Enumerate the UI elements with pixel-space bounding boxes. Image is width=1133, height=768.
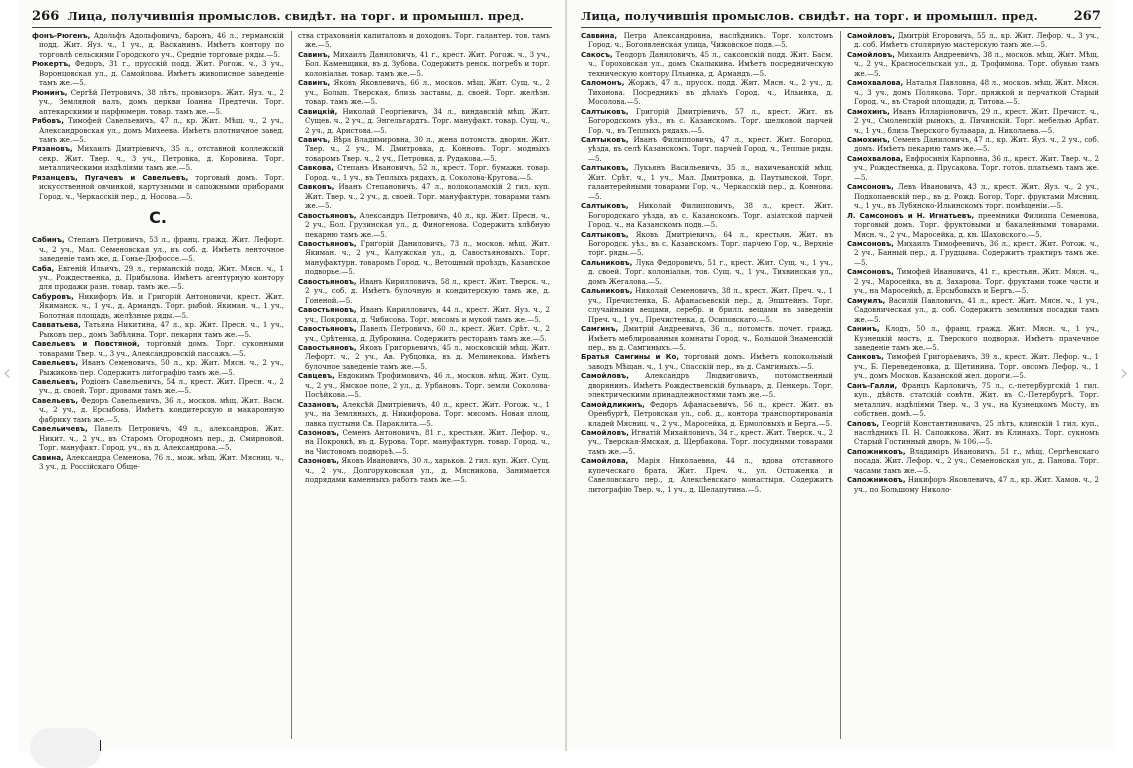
entry-name: фонъ-Рюгенъ, <box>32 31 91 40</box>
directory-entry <box>847 447 1099 475</box>
entry-text: Степанъ Петровичъ, 53 л., франц. гражд. Жит. Лефорт. ч., 2 уч., Мал. Семеновская ул., въ соб. д. Имѣетъ ленточное заведенiе тамъ же, д. Гонье-Дюфоссе.—5. <box>39 235 284 264</box>
entry-text: Францъ Карловичъ, 75 л., с.-петербургскiй 1 гил. куп., дѣйств. статскiй совѣтн. Жит. въ С.-Петербургѣ. Торг. металлич. издѣлiями Твер. ч., 3 уч., на Кузнецкомъ Мосту, въ собствен. домѣ.—5. <box>854 380 1099 419</box>
entry-text: Яковъ Дмитрiевичъ, 64 л., крестьян. Жит. въ Богородск. уѣз., въ с. Казанскомъ. Торг. парчею Гор. ч., Верхнiе торг. ряды.—5. <box>588 229 833 258</box>
entry-text: Никифоръ Яковлевичъ, 47 л., кр. Жит. Хамов. ч., 2 уч., по Большому Николо- <box>854 475 1099 494</box>
entry-text: Иванъ Кирилловичъ, 58 л., крест. Жит. Тверск. ч., 2 уч., соб. д. Имѣетъ булочную и кондитерскую тамъ же, д. Гоненой.—5. <box>305 276 550 305</box>
directory-entry <box>581 201 833 229</box>
next-page-arrow-icon[interactable]: › <box>1119 361 1129 386</box>
entry-name: Самойдликинъ, <box>581 399 645 409</box>
directory-entry <box>32 31 284 59</box>
entry-name: Савковъ, <box>298 182 335 192</box>
entry-text: Алексѣй Дмитрiевичъ, 40 л., крест. Жит. Рогож. ч., 1 уч., на Земляныхъ, д. Никифорова. Торг. мясомъ. Новая площ. лавка пустыни Св. Параклита.—5. <box>305 399 550 428</box>
directory-entry <box>298 456 550 484</box>
entry-text: Левъ Ивановичъ, 43 л., крест. Жит. Яуз. ч., 2 уч., Подкопаевскiй пер., въ д. Рожд. Богор. Торг. фруктами Мясниц. ч., 1 уч., въ Лубянско-Ильинскомъ торг. помѣщенiи.—5. <box>854 182 1099 211</box>
directory-entry <box>32 377 284 396</box>
header-title: Лица, получившiя промыслов. свидѣт. на торг. и промышл. пред. <box>581 9 1038 23</box>
book-spread <box>18 0 1115 751</box>
entry-text: Степанъ Ивановичъ, 52 л., крест. Торг. бумажн. товар. Город. ч., 1 уч., въ Теплыхъ рядахъ, д. Соколова-Кругова.—5. <box>305 163 550 182</box>
directory-entry <box>298 428 550 456</box>
directory-entry <box>32 88 284 116</box>
entry-name: Самойловъ, <box>847 31 895 40</box>
entry-name: Сабуровъ, <box>32 291 74 301</box>
directory-entry <box>32 116 284 144</box>
page-left <box>18 0 566 751</box>
directory-entry <box>581 258 833 286</box>
entry-name: Сальниковъ, <box>581 257 633 267</box>
entry-name: Самсоновъ, <box>847 182 894 192</box>
directory-entry <box>581 135 833 163</box>
directory-entry <box>581 324 833 352</box>
header-rule <box>581 27 1101 28</box>
directory-entry <box>847 154 1099 182</box>
entry-name: Самуилъ, <box>847 295 886 305</box>
entry-text: Дмитрiй Андреевичъ, 36 л., потомств. почет. гражд. Имѣетъ меблированныя комнаты Город. ч., Большой Знаменскiй пер., въ д. Самгиныхъ.—5. <box>588 324 833 352</box>
entry-name: Сазоновъ, <box>298 456 340 466</box>
directory-entry <box>847 182 1099 210</box>
entry-text: торговый домъ. Торг. искусственной овчинкой, картузными и сапожными приборами Город. ч., Черкасскiй пер., д. Носова.—5. <box>39 172 284 201</box>
directory-entry <box>32 358 284 377</box>
directory-entry <box>32 320 284 339</box>
directory-entry <box>298 50 550 78</box>
entry-name: Сакосъ, <box>581 49 613 59</box>
entry-name: Сапожниковъ, <box>847 475 906 485</box>
entry-text: Яковъ Ивановичъ, 30 л., харьков. 2 гил. куп. Жит. Сущ. ч., 2 уч., Долгоруковская ул., д. Мясникова. Занимается подрядами каменныхъ работъ тамъ же.—5. <box>305 456 550 485</box>
entry-name: Савинъ, <box>298 49 331 59</box>
entry-name: Рязанцевъ, Пугачевъ и Савельевъ, <box>32 172 189 182</box>
running-header <box>32 6 552 26</box>
entry-text: Евфросинiя Карповна, 36 л., крест. Жит. Твер. ч., 2 уч., Рождественка, д. Прусакова. Торг. готов. платьемъ тамъ же.—5. <box>854 153 1099 182</box>
directory-entry <box>847 352 1099 380</box>
entry-text: Евгенiй Ильичъ, 29 л., германскiй подд. Жит. Мясн. ч., 1 уч., Рождественка, д. Прибылова. Имѣетъ агентурную контору для продажи разн. товар. тамъ же.—5. <box>39 263 284 292</box>
directory-entry <box>847 475 1099 494</box>
entry-name: Савостьяновъ, <box>298 238 357 248</box>
entry-name: Саввина, <box>581 31 618 40</box>
entry-name: Самохинъ, <box>847 106 890 116</box>
entry-name: Савостьяновъ, <box>298 305 357 315</box>
overlay-bubble <box>30 728 102 768</box>
entry-text: Владимiръ Ивановичъ, 51 г., мѣщ. Сергѣевскаго посада. Жит. Лефор. ч., 2 уч., Семеновская ул., д. Панова. Торг. часами тамъ же.—5. <box>854 446 1099 475</box>
directory-entry <box>847 239 1099 267</box>
directory-entry <box>298 182 550 210</box>
entry-text: ства страхованiя капиталовъ и доходовъ. Торг. галантер. тов. тамъ же.—5. <box>298 31 550 50</box>
directory-entry <box>32 453 284 472</box>
directory-entry <box>847 296 1099 324</box>
entry-text: Тимофей Савельевичъ, 47 л., кр. Жит. Мѣщ. ч., 2 уч., Александровская ул., домъ Михеева. Имѣетъ плотничное завед. тамъ же.—5. <box>39 116 284 144</box>
directory-entry <box>847 211 1099 239</box>
directory-entry <box>298 163 550 182</box>
entry-text: Игнатiй Михайловичъ, 34 г., крест. Жит. Тверск. ч., 2 уч., Тверская-Ямская, д. Щербакова. Торг. посудными товарами тамъ же.—5. <box>588 428 833 456</box>
directory-entry <box>298 211 550 239</box>
entry-text: Василiй Павловичъ, 41 л., крест. Жит. Мясн. ч., 1 уч., Садовническая ул., д. соб. Содержитъ земляныя посадки тамъ же.—5. <box>854 295 1099 324</box>
entry-name: Савинъ, <box>298 78 331 88</box>
entry-name: Савицкiй, <box>298 106 338 116</box>
entry-text: Иванъ Степановичъ, 47 л., волоколамскiй 2 гил. куп. Жит. Твер. ч., 2 уч., д. своей. Торг. мануфактурн. товарами тамъ же.—5. <box>305 182 550 211</box>
header-title: Лица, получившiя промыслов. свидѣт. на торг. и промышл. пред. <box>67 9 525 23</box>
directory-entry <box>298 31 550 50</box>
directory-entry <box>847 135 1099 154</box>
text-cursor-icon <box>100 740 101 751</box>
entry-name: Рязановъ, <box>32 144 73 154</box>
entry-text: Михаилъ Андреевичъ, 38 л., москов. мѣщ. Жит. Мѣщ. ч., 2 уч., Красносельская ул., д. Трофимова. Торг. обувью тамъ же.—5. <box>854 49 1099 78</box>
directory-entry <box>581 78 833 106</box>
entry-name: Сазоновъ, <box>298 428 340 438</box>
entry-name: Савватьева, <box>32 320 81 330</box>
page-number: 266 <box>32 8 60 24</box>
entry-text: торговый домъ. Торг. суконными товарами Твер. ч., 3 уч., Александровскiй пассажъ.—5. <box>39 339 284 358</box>
prev-page-arrow-icon[interactable]: ‹ <box>2 361 12 386</box>
directory-entry <box>581 400 833 428</box>
entry-text: преемники Филиппа Семенова, торговый домъ. Торг. фруктовыми и бакалейными товарами. Мясн. ч., 2 уч., Маросейка, д. кн. Шаховского.—5. <box>854 210 1099 239</box>
directory-entry <box>581 352 833 371</box>
directory-entry <box>32 292 284 320</box>
entry-name: Сазановъ, <box>298 399 339 409</box>
directory-entry <box>847 419 1099 447</box>
entry-name: Рябовъ, <box>32 116 64 126</box>
entry-text: Николай Филипповичъ, 38 л., крест. Жит. Богородскаго уѣзда, въ с. Казанскомъ. Торг. азiатской парчей Город. ч., на Казанскомъ подв.—5. <box>588 201 833 230</box>
directory-entry <box>581 31 833 50</box>
entry-name: Салтыковъ, <box>581 229 629 239</box>
section-letter: С. <box>149 208 167 228</box>
entry-name: Рюкертъ, <box>32 59 71 69</box>
entry-text: Семенъ Антоновичъ, 81 г., крестьян. Жит. Лефор. ч., на Покровкѣ, въ д. Бурова. Торг. мануфактурн. товар. Город. ч., на Чистовомъ подворьѣ.—5. <box>305 428 550 456</box>
entry-text: Лука Федоровичъ, 51 г., крест. Жит. Сущ. ч., 1 уч., д. своей. Торг. колонiальн. тов. Сущ. ч., 1 уч., Тихвинская ул., домъ Жегалова.—5. <box>588 257 833 286</box>
directory-entry <box>298 107 550 135</box>
entry-text: Никифоръ Ив. и Григорiй Антоновичи, крест. Жит. Якиманск. ч., 1 уч., д. Армандъ. Торг. рыбой. Якиман. ч., 1 уч., Болотная площадь, желѣзные ряды.—5. <box>39 291 284 320</box>
entry-name: Сальниковъ, <box>581 286 633 296</box>
entry-name: Салтыковъ, <box>581 163 629 173</box>
directory-entry <box>847 107 1099 135</box>
page-number: 267 <box>1073 8 1101 24</box>
entry-name: Савельевъ и Повстяной, <box>32 339 140 349</box>
directory-entry <box>581 107 833 135</box>
entry-text: Николай Семеновичъ, 38 л., крест. Жит. Преч. ч., 1 уч., Пречистенка, Б. Афанасьевскiй пер., д. Эпштейнъ. Торг. случайными вещами, серебр. и брилл. вещами въ заведенiи Преч. ч., 1 уч., Пречистенка, д. Осиповскаго.—5. <box>588 286 833 324</box>
entry-name: Самойловъ, <box>581 371 629 381</box>
entry-text: Теодоръ Даниловичъ, 45 л., саксонскiй подд. Жит. Басм. ч., Гороховская ул., домъ Скалыкина. Имѣетъ посредническую техническую контору Пльинка, д. Армандъ.—5. <box>588 49 833 78</box>
entry-text: Иванъ Семеновичъ, 50 л., кр. Жит. Мясн. ч., 2 уч., Рыжиковъ пер. Содержитъ литографiю тамъ же.—5. <box>39 358 284 377</box>
entry-text: Клодъ, 50 л., франц. гражд. Жит. Мясн. ч., 1 уч., Кузнецкiй мостъ, д. Тверского подворья. Имѣетъ прачечное заведенiе тамъ же.—5. <box>854 324 1099 352</box>
directory-entry <box>32 424 284 452</box>
entry-name: Салтыковъ, <box>581 201 629 211</box>
directory-entry <box>847 324 1099 352</box>
directory-entry <box>581 456 833 494</box>
directory-entry <box>298 305 550 324</box>
directory-entry <box>298 343 550 371</box>
entry-text: Михаилъ Даниловичъ, 41 г., крест. Жит. Рогож. ч., 3 уч., Бол. Каменщики, въ д. Зубова. Содержитъ ренск. погребъ и торг. колонiальн. товар. тамъ же.—5. <box>305 49 550 78</box>
directory-entry <box>32 173 284 201</box>
directory-entry <box>847 78 1099 106</box>
entry-text: Родiонъ Савельевичъ, 54 л., крест. Жит. Пресн. ч., 2 уч., д. своей. Торг. дровами тамъ же.—5. <box>39 376 284 396</box>
entry-text: Александръ Людвиговичъ, потомственный дворянинъ. Имѣетъ Рождественскiй бульваръ, д. Пенкерь. Торг. электрическими принадлежностями тамъ же.—5. <box>588 371 833 400</box>
directory-entry <box>847 381 1099 419</box>
entry-name: Савкова, <box>298 163 334 173</box>
entry-text: Александра Семенова, 76 л., мож. мѣщ. Жит. Мясниц. ч., 3 уч., д. Россiйскаго Обще- <box>39 452 284 472</box>
directory-entry <box>847 267 1099 295</box>
entry-name: Братья Самгины и Ко, <box>581 352 680 362</box>
entry-text: Георгiй Константиновичъ, 25 лѣтъ, клинскiй 1 гил. куп., наслѣдникъ П. Н. Сапожкова. Жит. въ Клинахъ. Торг. сукномъ Старый Гостинный дворъ, № 106.—5. <box>854 418 1099 447</box>
entry-name: Самсоновъ, <box>847 267 894 277</box>
entry-name: Саломонъ, <box>581 78 625 88</box>
directory-entry <box>581 163 833 201</box>
directory-entry <box>32 264 284 292</box>
entry-name: Самохвалова, <box>847 153 904 163</box>
directory-entry <box>298 324 550 343</box>
directory-entry <box>847 31 1099 50</box>
entry-text: Адольфъ Адольфовичъ, баронъ, 46 л., германскiй подд. Жит. Яуз. ч., 1 уч., д. Васканинъ. Имѣетъ контору по торговлѣ сельскими Городского уч., Среднiе торговые ряды.—5. <box>39 31 284 59</box>
entry-text: Федоръ Афанасьевичъ, 56 л., крест. Жит. въ Оренбургѣ, Петровская ул., соб. д., контора транспортированiя кладей Мясниц. ч., 2 уч., Маросейка, д. Ермоловыхъ и Берга.—5. <box>588 399 833 428</box>
entry-name: Савельичевъ, <box>32 424 88 434</box>
entry-text: Вѣра Владимировна, 30 л., жена потомств. дворян. Жит. Твер. ч., 2 уч., М. Дмитровка, д. Конновъ. Торг. модныхъ товаромъ Твер. ч., 2 уч., Петровка, д. Рудакова.—5. <box>305 134 550 163</box>
directory-entry <box>298 78 550 106</box>
entry-name: Саповъ, <box>847 418 880 428</box>
directory-entry <box>32 396 284 424</box>
directory-entry <box>32 59 284 87</box>
entry-text: Наталья Павловна, 48 л., москов. мѣщ. Жит. Мясн. ч., 3 уч., домъ Полякова. Торг. пряжкой и перчаткой Старый Город. ч., въ Старой площади, д. Титова.—5. <box>854 78 1099 107</box>
entry-name: Санъ-Галли, <box>847 380 898 390</box>
entry-name: Савостьяновъ, <box>298 276 357 286</box>
column <box>581 31 833 739</box>
entry-name: Савельевъ, <box>32 358 78 368</box>
entry-text: Яковъ Яковлевичъ, 66 л., москов. мѣщ. Жит. Сущ. ч., 2 уч., Болып. Тверская, близь заставы, д. своей. Торг. желѣзн. товар. тамъ же.—5. <box>305 78 550 107</box>
entry-name: Савельевъ, <box>32 376 78 386</box>
entry-name: Савельевъ, <box>32 395 78 405</box>
entry-name: Салтыковъ, <box>581 134 629 144</box>
entry-name: Самойлова, <box>581 456 629 466</box>
directory-entry <box>298 135 550 163</box>
entry-name: Сапожниковъ, <box>847 446 906 456</box>
entry-name: Санинъ, <box>847 324 880 334</box>
entry-name: Салтыковъ, <box>581 106 629 116</box>
directory-entry <box>581 50 833 78</box>
entry-text: Дмитрiй Егоровичъ, 55 л., кр. Жит. Лефор. ч., 3 уч., д. соб. Имѣетъ столярную мастерскую тамъ же.—5. <box>854 31 1099 50</box>
entry-text: Татьяна Никитина, 47 л., кр. Жит. Пресн. ч., 1 уч., Рыковъ пер., домъ Забѣлина. Торг. пекарня тамъ же.—5. <box>39 320 284 339</box>
entry-name: Савичъ, <box>298 134 331 144</box>
entry-text: торговый домъ. Имѣетъ колокольный заводъ Мѣщан. ч., 1 уч., Спасскiй пер., въ д. Самгиныхъ.—5. <box>588 352 833 371</box>
directory-entry <box>32 144 284 172</box>
entry-name: Рюминъ, <box>32 87 68 97</box>
header-rule <box>32 27 552 28</box>
directory-entry <box>847 50 1099 78</box>
entry-text: Федоръ, 31 г., прусскiй подд. Жит. Рогож. ч., 3 уч., Воронцовская ул., д. Самойлова. Имѣетъ живописное заведенiе тамъ же.—5. <box>39 59 284 88</box>
entry-text: Григорiй Дмитрiевичъ, 57 л., крест. Жит. въ Богородскомъ уѣз., въ с. Казанскомъ. Торг. шелковой парчей Гор. ч., въ Теплыхъ рядахъ.—5. <box>588 106 833 135</box>
column <box>847 31 1099 739</box>
entry-text: Павелъ Петровичъ, 49 л., александров. Жит. Никит. ч., 2 уч., въ Старомъ Огородномъ пер., д. Смирновой. Торг. мануфакт. Город. уч., въ д. Александрова.—5. <box>39 424 284 453</box>
column-divider <box>291 31 292 739</box>
entry-name: Самохинъ, <box>847 134 890 144</box>
entry-name: Самойловъ, <box>581 428 629 438</box>
entry-name: Л. Самсоновъ и Н. Игнатьевъ, <box>847 210 975 220</box>
page-right <box>567 0 1115 751</box>
directory-entry <box>581 428 833 456</box>
entry-name: Савина, <box>32 452 64 462</box>
entry-text: Лукьянъ Васильевичъ, 35 л., нахичеванскiй мѣщ. Жит. Срѣт. ч., 1 уч., Мал. Дмитровка, д. Паутынской. Торг. галантерейными товарами Гор. ч., Черкасскiй пер., д. Коннова.—5. <box>588 163 833 201</box>
column <box>298 31 550 739</box>
entry-text: Тимофей Ивановичъ, 41 г., крестьян. Жит. Мясн. ч., 2 уч., Маросейка, въ д. Захарова. Торг. фруктами тоже части и уч., на Маросейкѣ, д. Ерсыбовыхъ и Бергъ.—5. <box>854 267 1099 296</box>
directory-entry <box>298 371 550 399</box>
entry-text: Николай Георгiевичъ, 34 л., виндавскiй мѣщ. Жит. Сущев. ч., 2 уч., д. Энгельгардтъ. Торг. мануфакт. товар. Сущ. ч., 2 уч., д. Аристова.—5. <box>305 106 550 135</box>
entry-name: Савостьяновъ, <box>298 324 357 334</box>
directory-entry <box>298 239 550 277</box>
entry-text: Жоржъ, 47 л., прусск. подд. Жит. Мясн. ч., 2 уч., д. Тихонова. Посредникъ въ дѣлахъ Город. ч., Ильинка, д. Мосолова.—5. <box>588 78 833 107</box>
entry-text: Евдокимъ Трофимовичъ, 46 л., москов. мѣщ. Жит. Сущ. ч., 2 уч., Ямское поле, 2 ул., д. Урбановъ. Торг. земли Соколова-Посѣйкова.—5. <box>305 371 550 400</box>
entry-text: Марiя Николаевна, 44 л., вдова отставного купеческаго брата. Жит. Преч. ч., ул. Остоженка и Савеловскаго пер., д. Алексѣевскаго монастыря. Содержитъ литографiю Твер. ч., 1 уч., д. Шелапутина.—5. <box>588 456 833 494</box>
entry-text: Сергѣй Петровичъ, 38 лѣтъ, провизоръ. Жит. Яуз. ч., 2 уч., Земляной валъ, домъ церкви Iоанна Предтечи. Торг. аптекарскими и парфюмерн. товар. тамъ же.—5. <box>39 87 284 116</box>
entry-name: Самгинъ, <box>581 324 619 334</box>
entry-text: Яковъ Григорьевичъ, 45 л., московскiй мѣщ. Жит. Лефорт. ч., 2 уч., Ав. Рубцовка, въ д. Мелинекова. Имѣетъ булочное заведенiе тамъ же.—5. <box>305 342 550 371</box>
entry-text: Тимофей Григорьевичъ, 39 л., крест. Жит. Лефор. ч., 1 уч., Б. Переведеновка, д. Щетинина. Торг. овсомъ Лефор. ч., 1 уч., домъ Москов. Казанской жел. дороги.—5. <box>854 352 1099 381</box>
entry-text: Александръ Петровичъ, 40 л., кр. Жит. Пресн. ч., 2 уч., Бол. Грузинская ул., д. Финогенова. Содержитъ хлѣбную пекарню тамъ же.—5. <box>305 210 550 239</box>
entry-text: Григорiй Даниловичъ, 73 л., москов. мѣщ. Жит. Якиман. ч., 2 уч., Калужская ул., д. Савостьяновыхъ. Торг. мануфактурн. товаромъ Город. ч., Ветошный проѣздъ, Казанское подворье.—5. <box>305 238 550 277</box>
entry-name: Сабинъ, <box>32 235 65 245</box>
entry-name: Самойловъ, <box>847 49 895 59</box>
entry-text: Петра Александровна, наслѣдникъ. Торг. холстомъ Город. ч., Богоявленская улица, Чижовское подв.—5. <box>588 31 833 50</box>
entry-text: Федоръ Савельевичъ, 36 л., москов. мѣщ. Жит. Васм. ч., 2 уч., д. Ерсыбова. Имѣетъ кондитерскую и макаронную фабрику тамъ же.—5. <box>39 395 284 424</box>
entry-name: Самсоновъ, <box>847 238 894 248</box>
directory-entry <box>581 371 833 399</box>
directory-entry <box>298 277 550 305</box>
entry-name: Саба, <box>32 263 55 273</box>
entry-name: Санковъ, <box>847 352 884 362</box>
entry-name: Савцевъ, <box>298 371 335 381</box>
column-divider <box>840 31 841 739</box>
entry-text: Семенъ Даниловичъ, 47 л., кр. Жит. Яуз. ч., 2 уч., соб. домъ. Имѣетъ пекарню тамъ же.—5. <box>854 134 1099 154</box>
directory-entry <box>32 235 284 263</box>
entry-name: Савостьяновъ, <box>298 342 357 352</box>
entry-text: Павелъ Петровичъ, 60 л., крест. Жит. Срѣт. ч., 2 уч., Срѣтенка, д. Дубровина. Содержитъ ресторанъ тамъ же.—5. <box>305 324 550 343</box>
directory-entry <box>32 339 284 358</box>
entry-text: Михаилъ Дмитрiевичъ, 35 л., отставной коллежскiй секр. Жит. Твер. ч., 3 уч., Петровка, д. Коровина. Торг. металлическими издѣлiями тамъ же.—5. <box>39 144 284 173</box>
directory-entry <box>298 400 550 428</box>
entry-name: Савостьяновъ, <box>298 210 357 220</box>
directory-entry <box>581 286 833 324</box>
column <box>32 31 284 739</box>
entry-text: Иванъ Кирилловичъ, 44 л., крест. Жит. Яуз. ч., 2 уч., Покровка, д. Чибисова. Торг. мясомъ и мукой тамъ же.—5. <box>305 305 550 324</box>
entry-name: Самохвалова, <box>847 78 904 88</box>
running-header <box>581 6 1101 26</box>
entry-text: Иванъ Филипповичъ, 47 л., крест. Жит. Богород. уѣзда, въ селѣ Казанскомъ. Торг. парчей Город. ч., Теплые ряды.—5. <box>588 134 833 163</box>
entry-text: Михаилъ Тимофеевичъ, 36 л., крест. Жит. Рогож. ч., 2 уч., Банный пер., д. Грудцына. Содержитъ трактиръ тамъ же.—5. <box>854 238 1099 267</box>
directory-entry <box>581 230 833 258</box>
entry-text: Иванъ Илларiоновичъ, 29 л., крест. Жит. Пречист. ч., 2 уч., Смоленскiй рынокъ, д. Пичинскiй. Торг. мебелью Арбат. ч., 1 уч., близь Тверского бульвара, д. Николаева.—5. <box>854 106 1099 135</box>
